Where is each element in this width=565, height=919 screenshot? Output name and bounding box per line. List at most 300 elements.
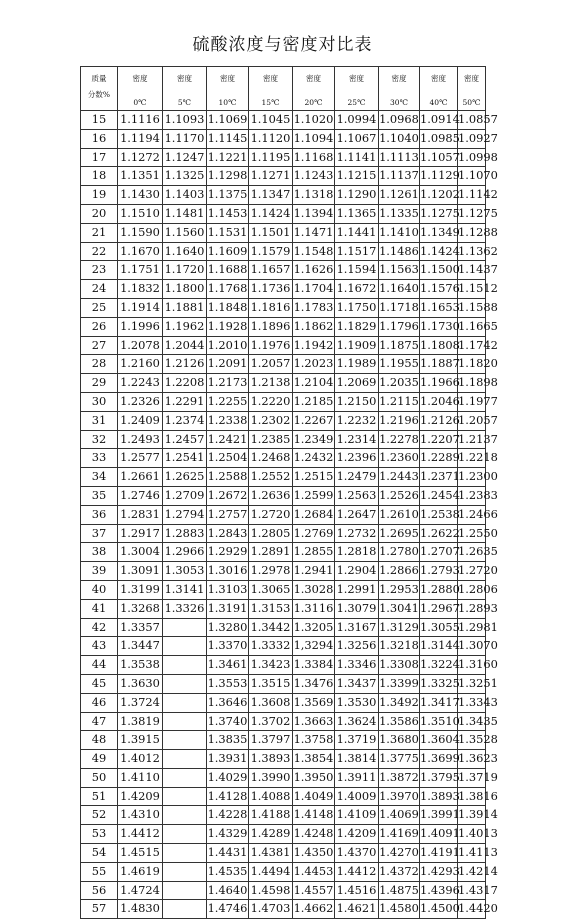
density-cell: 1.4169 <box>379 825 420 844</box>
header-temp: 15℃ <box>261 98 280 107</box>
density-cell: 1.3447 <box>118 637 163 656</box>
density-cell: 1.4580 <box>379 900 420 919</box>
table-row <box>81 844 486 863</box>
density-cell: 1.2695 <box>379 524 420 543</box>
header-density-0: 密度 0℃ <box>118 67 163 111</box>
density-cell: 1.4640 <box>207 881 249 900</box>
density-cell: 1.1410 <box>379 223 420 242</box>
table-body <box>81 111 498 919</box>
mass-fraction-cell: 38 <box>81 543 118 562</box>
density-cell: 1.2046 <box>420 392 458 411</box>
density-cell: 1.2769 <box>293 524 335 543</box>
density-cell: 1.1129 <box>420 167 458 186</box>
density-cell: 1.2371 <box>420 468 458 487</box>
density-cell: 1.2732 <box>335 524 379 543</box>
density-cell: 1.1640 <box>163 242 207 261</box>
density-cell: 1.2069 <box>335 374 379 393</box>
table-row <box>81 524 486 543</box>
density-cell: 1.3091 <box>118 562 163 581</box>
table-row <box>81 618 486 637</box>
mass-fraction-cell: 19 <box>81 186 118 205</box>
density-cell: 1.2208 <box>163 374 207 393</box>
density-cell: 1.3646 <box>207 693 249 712</box>
table-row <box>81 468 486 487</box>
density-cell: 1.1430 <box>118 186 163 205</box>
density-cell: 1.3553 <box>207 674 249 693</box>
density-cell: 1.4310 <box>118 806 163 825</box>
density-cell: 1.1962 <box>163 317 207 336</box>
density-cell: 1.3819 <box>118 712 163 731</box>
density-cell: 1.1437 <box>458 261 486 280</box>
density-cell: 1.3758 <box>293 731 335 750</box>
density-cell: 1.1848 <box>207 298 249 317</box>
density-cell: 1.2091 <box>207 355 249 374</box>
density-cell: 1.1362 <box>458 242 486 261</box>
density-cell: 1.3990 <box>249 768 293 787</box>
density-cell: 1.2314 <box>335 430 379 449</box>
density-cell: 1.1989 <box>335 355 379 374</box>
density-cell: 1.1590 <box>118 223 163 242</box>
density-cell: 1.1796 <box>379 317 420 336</box>
density-cell: 1.2432 <box>293 449 335 468</box>
density-cell: 1.3218 <box>379 637 420 656</box>
mass-fraction-cell: 21 <box>81 223 118 242</box>
density-cell: 1.4420 <box>458 900 486 919</box>
density-cell: 1.1070 <box>458 167 486 186</box>
density-cell: 1.2207 <box>420 430 458 449</box>
table-row <box>81 599 486 618</box>
density-cell: 1.4500 <box>420 900 458 919</box>
density-cell: 1.4191 <box>420 844 458 863</box>
mass-fraction-cell: 24 <box>81 280 118 299</box>
density-cell: 1.2893 <box>458 599 486 618</box>
density-cell: 1.1145 <box>207 129 249 148</box>
density-cell: 1.1579 <box>249 242 293 261</box>
table-row <box>81 787 486 806</box>
page-title: 硫酸浓度与密度对比表 <box>192 35 373 55</box>
density-cell: 1.2720 <box>249 505 293 524</box>
header-temp: 0℃ <box>133 98 147 107</box>
density-cell: 1.4113 <box>458 844 486 863</box>
density-cell: 1.1298 <box>207 167 249 186</box>
density-cell: 1.1609 <box>207 242 249 261</box>
density-cell: 1.1560 <box>163 223 207 242</box>
density-cell: 1.3346 <box>335 656 379 675</box>
table-row <box>81 242 486 261</box>
table-row <box>81 355 486 374</box>
density-cell <box>163 674 207 693</box>
density-cell: 1.4148 <box>293 806 335 825</box>
density-cell: 1.2278 <box>379 430 420 449</box>
density-cell: 1.4029 <box>207 768 249 787</box>
density-cell: 1.1531 <box>207 223 249 242</box>
density-cell: 1.1471 <box>293 223 335 242</box>
header-row <box>81 67 486 111</box>
density-cell: 1.3437 <box>335 674 379 693</box>
density-cell: 1.3893 <box>420 787 458 806</box>
density-cell: 1.2866 <box>379 562 420 581</box>
density-cell: 1.2515 <box>293 468 335 487</box>
density-cell: 1.1113 <box>379 148 420 167</box>
density-cell: 1.1221 <box>207 148 249 167</box>
density-cell: 1.2302 <box>249 411 293 430</box>
density-cell: 1.1665 <box>458 317 486 336</box>
density-cell: 1.1977 <box>458 392 486 411</box>
density-cell: 1.1141 <box>335 148 379 167</box>
table-row <box>81 223 486 242</box>
density-cell: 1.3343 <box>458 693 486 712</box>
header-temp: 50℃ <box>462 98 481 107</box>
density-cell: 1.1215 <box>335 167 379 186</box>
header-temp: 25℃ <box>347 98 366 107</box>
density-cell: 1.2538 <box>420 505 458 524</box>
table-row <box>81 111 486 130</box>
density-cell: 1.1093 <box>163 111 207 130</box>
density-cell: 1.1653 <box>420 298 458 317</box>
density-cell: 1.3814 <box>335 750 379 769</box>
density-cell: 1.2610 <box>379 505 420 524</box>
density-cell: 1.1510 <box>118 204 163 223</box>
table-row <box>81 374 486 393</box>
density-cell: 1.1094 <box>293 129 335 148</box>
density-cell: 1.3399 <box>379 674 420 693</box>
mass-fraction-cell: 40 <box>81 580 118 599</box>
density-cell: 1.4209 <box>335 825 379 844</box>
header-density-10: 密度 10℃ <box>207 67 249 111</box>
density-cell: 1.3167 <box>335 618 379 637</box>
density-cell: 1.4515 <box>118 844 163 863</box>
density-cell: 1.1512 <box>458 280 486 299</box>
table-row <box>81 430 486 449</box>
density-cell: 1.2160 <box>118 355 163 374</box>
density-cell: 1.2880 <box>420 580 458 599</box>
density-cell: 1.3191 <box>207 599 249 618</box>
density-cell: 1.3719 <box>458 768 486 787</box>
density-cell <box>163 750 207 769</box>
density-cell: 1.0927 <box>458 129 486 148</box>
density-cell: 1.2855 <box>293 543 335 562</box>
table-row <box>81 167 486 186</box>
density-cell: 1.1820 <box>458 355 486 374</box>
density-cell: 1.4494 <box>249 862 293 881</box>
mass-fraction-cell: 50 <box>81 768 118 787</box>
density-cell: 1.4431 <box>207 844 249 863</box>
density-cell: 1.1966 <box>420 374 458 393</box>
table-row <box>81 186 486 205</box>
density-cell: 1.3141 <box>163 580 207 599</box>
density-cell: 1.3515 <box>249 674 293 693</box>
density-cell: 1.1247 <box>163 148 207 167</box>
mass-fraction-cell: 32 <box>81 430 118 449</box>
density-cell: 1.1271 <box>249 167 293 186</box>
density-cell: 1.4619 <box>118 862 163 881</box>
density-cell: 1.3911 <box>335 768 379 787</box>
density-cell: 1.2326 <box>118 392 163 411</box>
density-cell: 1.2684 <box>293 505 335 524</box>
density-cell: 1.2185 <box>293 392 335 411</box>
density-cell: 1.2349 <box>293 430 335 449</box>
density-cell: 1.1137 <box>379 167 420 186</box>
density-cell: 1.4248 <box>293 825 335 844</box>
density-cell: 1.3116 <box>293 599 335 618</box>
density-cell: 1.2805 <box>249 524 293 543</box>
density-cell: 1.3280 <box>207 618 249 637</box>
mass-fraction-cell: 25 <box>81 298 118 317</box>
table-row <box>81 148 486 167</box>
density-cell: 1.1862 <box>293 317 335 336</box>
density-cell: 1.2057 <box>249 355 293 374</box>
density-cell: 1.1976 <box>249 336 293 355</box>
density-cell: 1.2636 <box>249 486 293 505</box>
density-cell: 1.2504 <box>207 449 249 468</box>
density-cell <box>163 693 207 712</box>
density-cell: 1.2126 <box>420 411 458 430</box>
mass-fraction-cell: 36 <box>81 505 118 524</box>
density-cell: 1.1928 <box>207 317 249 336</box>
density-cell: 1.4381 <box>249 844 293 863</box>
density-cell: 1.3528 <box>458 731 486 750</box>
density-cell: 1.2150 <box>335 392 379 411</box>
density-cell: 1.1481 <box>163 204 207 223</box>
density-cell: 1.3835 <box>207 731 249 750</box>
density-cell: 1.1672 <box>335 280 379 299</box>
density-cell: 1.2883 <box>163 524 207 543</box>
density-cell: 1.2672 <box>207 486 249 505</box>
table-row <box>81 768 486 787</box>
density-cell: 1.3384 <box>293 656 335 675</box>
density-cell: 1.1896 <box>249 317 293 336</box>
density-cell: 1.3816 <box>458 787 486 806</box>
density-cell: 1.3950 <box>293 768 335 787</box>
density-cell: 1.3028 <box>293 580 335 599</box>
density-cell: 1.4049 <box>293 787 335 806</box>
table-row <box>81 129 486 148</box>
density-cell: 1.1500 <box>420 261 458 280</box>
mass-fraction-cell: 42 <box>81 618 118 637</box>
density-cell: 1.4013 <box>458 825 486 844</box>
mass-fraction-cell: 54 <box>81 844 118 863</box>
density-cell: 1.1898 <box>458 374 486 393</box>
density-table <box>80 66 498 919</box>
density-cell: 1.1563 <box>379 261 420 280</box>
density-cell: 1.1288 <box>458 223 486 242</box>
density-cell: 1.3041 <box>379 599 420 618</box>
density-cell: 1.2806 <box>458 580 486 599</box>
density-cell: 1.1517 <box>335 242 379 261</box>
density-cell: 1.4128 <box>207 787 249 806</box>
header-fraction-label: 分数% <box>87 90 111 99</box>
density-cell: 1.2904 <box>335 562 379 581</box>
density-cell: 1.1040 <box>379 129 420 148</box>
density-cell: 1.2550 <box>458 524 486 543</box>
density-cell: 1.2138 <box>249 374 293 393</box>
header-density-5: 密度 5℃ <box>163 67 207 111</box>
density-cell: 1.2622 <box>420 524 458 543</box>
density-cell: 1.2173 <box>207 374 249 393</box>
mass-fraction-cell: 34 <box>81 468 118 487</box>
density-cell <box>163 787 207 806</box>
density-cell: 1.3914 <box>458 806 486 825</box>
density-cell: 1.1403 <box>163 186 207 205</box>
mass-fraction-cell: 57 <box>81 900 118 919</box>
header-density-30: 密度 30℃ <box>379 67 420 111</box>
table-row <box>81 298 486 317</box>
table-row <box>81 712 486 731</box>
density-cell <box>163 806 207 825</box>
density-cell: 1.3423 <box>249 656 293 675</box>
density-cell: 1.2196 <box>379 411 420 430</box>
density-cell: 1.1887 <box>420 355 458 374</box>
density-cell <box>163 862 207 881</box>
mass-fraction-cell: 52 <box>81 806 118 825</box>
density-cell: 1.0857 <box>458 111 486 130</box>
density-cell: 1.2443 <box>379 468 420 487</box>
density-cell: 1.4875 <box>379 881 420 900</box>
density-cell: 1.4830 <box>118 900 163 919</box>
mass-fraction-cell: 55 <box>81 862 118 881</box>
density-cell: 1.2035 <box>379 374 420 393</box>
density-cell: 1.2843 <box>207 524 249 543</box>
table-row <box>81 562 486 581</box>
density-cell: 1.3530 <box>335 693 379 712</box>
density-cell: 1.1626 <box>293 261 335 280</box>
density-cell: 1,3294 <box>293 637 335 656</box>
table-row <box>81 449 486 468</box>
density-cell: 1.2374 <box>163 411 207 430</box>
density-cell: 1.1808 <box>420 336 458 355</box>
mass-fraction-cell: 31 <box>81 411 118 430</box>
density-cell: 1.2267 <box>293 411 335 430</box>
density-cell: 1.1800 <box>163 280 207 299</box>
density-cell: 1.2720 <box>458 562 486 581</box>
density-cell: 1.3624 <box>335 712 379 731</box>
density-cell: 1.0998 <box>458 148 486 167</box>
table-row <box>81 543 486 562</box>
table-row <box>81 637 486 656</box>
header-temp: 20℃ <box>304 98 323 107</box>
density-cell: 1.4516 <box>335 881 379 900</box>
density-cell: 1.3970 <box>379 787 420 806</box>
density-cell: 1.2978 <box>249 562 293 581</box>
density-cell: 1.4598 <box>249 881 293 900</box>
density-cell: 1.1290 <box>335 186 379 205</box>
density-cell: 1.2941 <box>293 562 335 581</box>
density-cell: 1.2360 <box>379 449 420 468</box>
density-cell: 1.3680 <box>379 731 420 750</box>
table-row <box>81 806 486 825</box>
density-cell <box>163 656 207 675</box>
density-cell: 1.4228 <box>207 806 249 825</box>
table-row <box>81 411 486 430</box>
density-cell: 1.3129 <box>379 618 420 637</box>
mass-fraction-cell: 28 <box>81 355 118 374</box>
table-row <box>81 317 486 336</box>
density-cell: 1.4317 <box>458 881 486 900</box>
density-cell: 1.3357 <box>118 618 163 637</box>
table-row <box>81 693 486 712</box>
density-cell: 1.4270 <box>379 844 420 863</box>
density-cell: 1.3931 <box>207 750 249 769</box>
density-cell <box>163 825 207 844</box>
density-cell: 1.1453 <box>207 204 249 223</box>
density-cell: 1.1486 <box>379 242 420 261</box>
density-cell: 1.1261 <box>379 186 420 205</box>
density-cell: 1.1335 <box>379 204 420 223</box>
density-cell: 1.1548 <box>293 242 335 261</box>
mass-fraction-cell: 26 <box>81 317 118 336</box>
mass-fraction-cell: 47 <box>81 712 118 731</box>
density-cell: 1.2563 <box>335 486 379 505</box>
density-cell: 1.3004 <box>118 543 163 562</box>
density-cell: 1.1909 <box>335 336 379 355</box>
density-cell: 1.3795 <box>420 768 458 787</box>
density-cell: 1.3370 <box>207 637 249 656</box>
density-cell <box>163 618 207 637</box>
density-cell: 1.3797 <box>249 731 293 750</box>
density-cell: 1.3224 <box>420 656 458 675</box>
density-cell: 1.2115 <box>379 392 420 411</box>
density-cell: 1.1718 <box>379 298 420 317</box>
density-cell: 1.1704 <box>293 280 335 299</box>
density-cell: 1.3510 <box>420 712 458 731</box>
density-cell: 1.1881 <box>163 298 207 317</box>
density-cell: 1.2625 <box>163 468 207 487</box>
density-cell: 1.2981 <box>458 618 486 637</box>
density-cell: 1.1768 <box>207 280 249 299</box>
density-cell: 1.1942 <box>293 336 335 355</box>
density-cell: 1.2078 <box>118 336 163 355</box>
density-cell: 1.0968 <box>379 111 420 130</box>
table-row <box>81 392 486 411</box>
mass-fraction-cell: 35 <box>81 486 118 505</box>
density-cell: 1.1170 <box>163 129 207 148</box>
density-cell: 1.3492 <box>379 693 420 712</box>
density-cell: 1.1168 <box>293 148 335 167</box>
density-cell: 1.1688 <box>207 261 249 280</box>
density-cell: 1.2991 <box>335 580 379 599</box>
density-cell: 1.2953 <box>379 580 420 599</box>
density-cell: 1.1816 <box>249 298 293 317</box>
density-cell: 1.1365 <box>335 204 379 223</box>
density-cell: 1.3332 <box>249 637 293 656</box>
density-cell: 1.1594 <box>335 261 379 280</box>
density-cell: 1.2454 <box>420 486 458 505</box>
density-cell: 1.1325 <box>163 167 207 186</box>
density-cell <box>163 881 207 900</box>
density-cell: 1.2396 <box>335 449 379 468</box>
density-cell: 1.4289 <box>249 825 293 844</box>
density-cell: 1.1996 <box>118 317 163 336</box>
density-cell: 1.4012 <box>118 750 163 769</box>
density-cell: 1.2291 <box>163 392 207 411</box>
density-cell: 1.2966 <box>163 543 207 562</box>
table-row <box>81 580 486 599</box>
density-cell: 1.2831 <box>118 505 163 524</box>
header-density-40: 密度 40℃ <box>420 67 458 111</box>
mass-fraction-cell: 17 <box>81 148 118 167</box>
density-cell: 1.3719 <box>335 731 379 750</box>
density-cell: 1.1501 <box>249 223 293 242</box>
density-cell: 1.4069 <box>379 806 420 825</box>
table-row <box>81 486 486 505</box>
density-cell: 1.1375 <box>207 186 249 205</box>
density-cell: 1.2466 <box>458 505 486 524</box>
header-density-20: 密度 20℃ <box>293 67 335 111</box>
header-temp: 5℃ <box>177 98 192 107</box>
density-cell: 1.0985 <box>420 129 458 148</box>
density-cell: 1.2917 <box>118 524 163 543</box>
density-cell: 1.3153 <box>249 599 293 618</box>
